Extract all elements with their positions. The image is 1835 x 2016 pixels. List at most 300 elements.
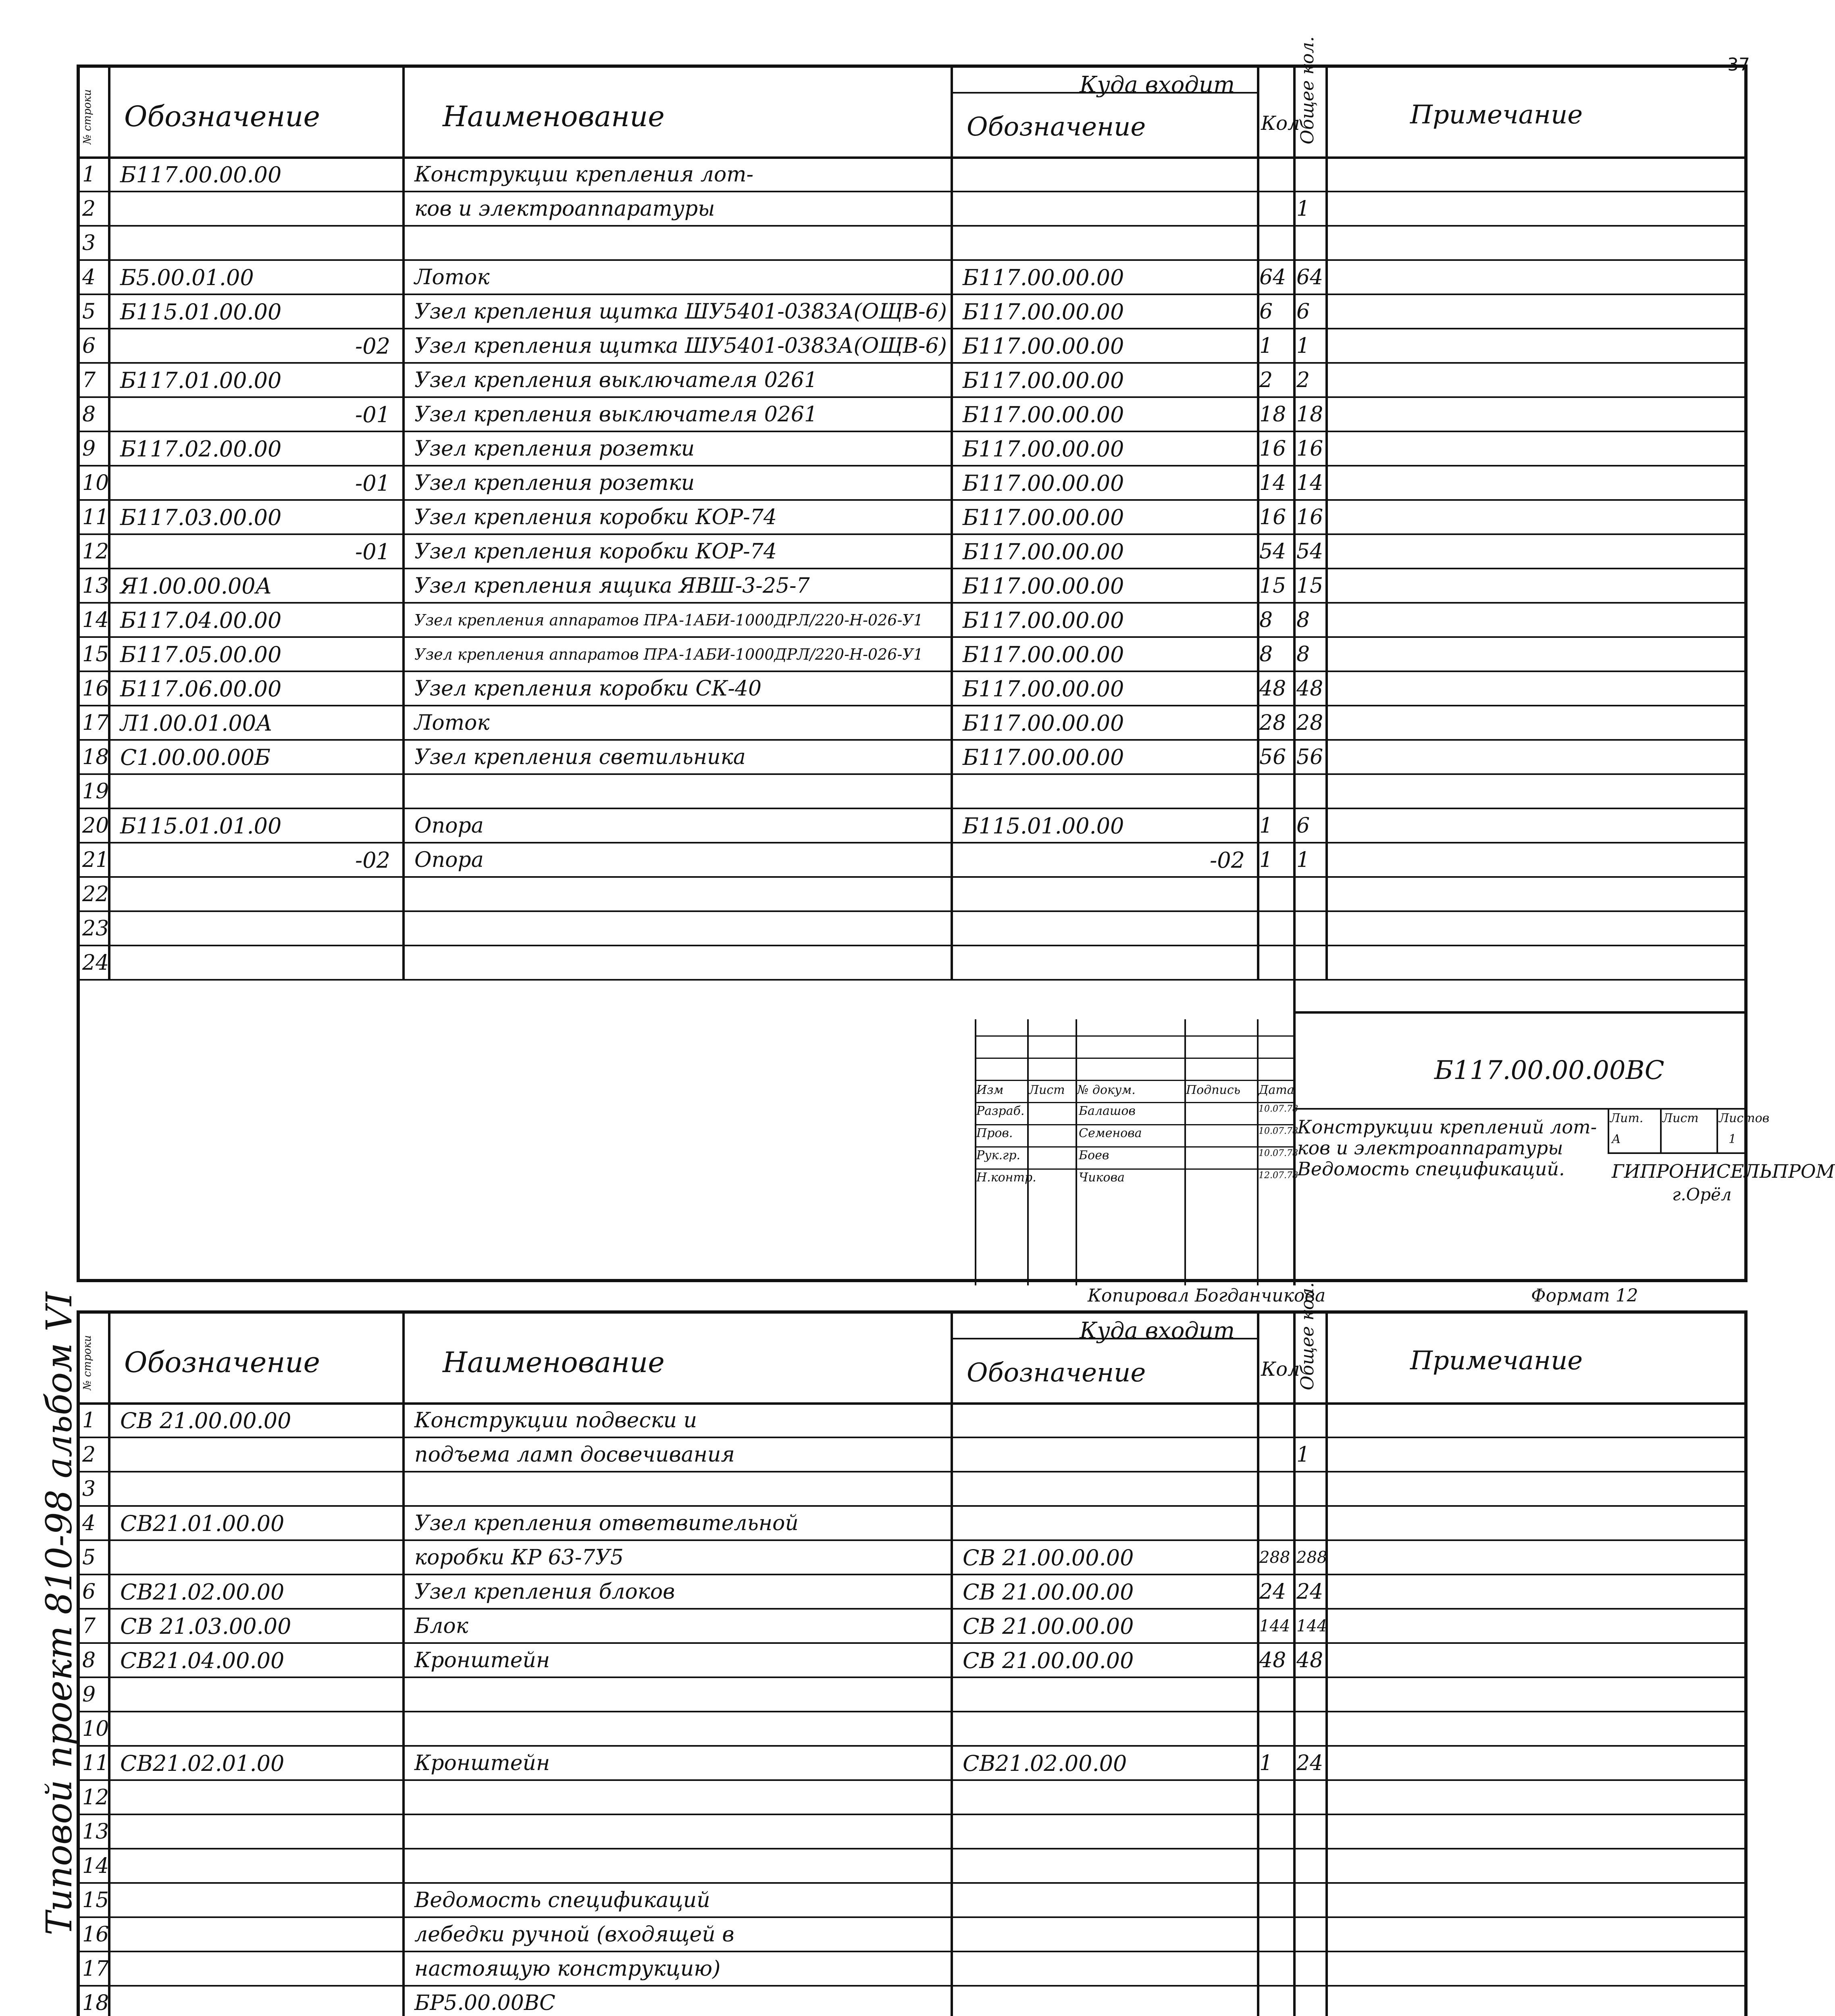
- row-where-designation: Б117.00.00.00: [963, 436, 1124, 462]
- row-divider: [80, 636, 1744, 638]
- row-where-designation: Б117.00.00.00: [963, 402, 1124, 427]
- row-number: 20: [82, 814, 109, 838]
- row-number: 10: [82, 1717, 109, 1741]
- row-number: 7: [82, 1614, 96, 1638]
- row-divider: [80, 533, 1744, 535]
- header-name: Наименование: [443, 1346, 665, 1379]
- row-qty: [1259, 1853, 1292, 1882]
- title-block-divider: [1293, 1011, 1744, 1014]
- row-name: [414, 1853, 947, 1882]
- row-where-designation: Б117.00.00.00: [963, 745, 1124, 770]
- row-name: Узел крепления блоков: [414, 1580, 675, 1604]
- row-qty: [1259, 196, 1292, 225]
- row-name: [414, 778, 947, 808]
- row-total-qty: 24: [1296, 1580, 1323, 1604]
- row-number: 3: [82, 231, 96, 255]
- row-designation: [120, 1476, 390, 1505]
- title-block-divider: [1293, 1108, 1744, 1110]
- row-name: [414, 1681, 947, 1711]
- row-number: 6: [82, 334, 96, 358]
- title-block-divider: [975, 1080, 1293, 1081]
- row-qty: [1259, 1990, 1292, 2016]
- row-name: Кронштейн: [414, 1751, 550, 1775]
- header-row-no: № строки: [81, 1335, 94, 1390]
- row-qty: 16: [1259, 505, 1286, 529]
- row-total-qty: [1296, 1921, 1324, 1951]
- title-block-header: № докум.: [1077, 1083, 1136, 1097]
- row-total-qty: 54: [1296, 539, 1323, 564]
- row-qty: 56: [1259, 745, 1286, 769]
- header-row-no: № строки: [81, 89, 94, 144]
- row-total-qty: 48: [1296, 677, 1323, 701]
- row-name: [414, 881, 947, 910]
- row-designation: [120, 1990, 390, 2016]
- row-designation: [120, 1853, 390, 1882]
- row-total-qty: [1296, 1784, 1324, 1814]
- row-where-designation: [963, 1921, 1245, 1951]
- row-where-designation: [963, 1441, 1245, 1471]
- title-block-header: Дата: [1259, 1083, 1294, 1097]
- row-number: 24: [82, 951, 109, 975]
- row-where-designation: [963, 950, 1245, 979]
- row-number: 13: [82, 574, 109, 598]
- row-name: Узел крепления щитка ШУ5401-0383А(ОЩВ-6): [414, 300, 947, 324]
- row-name: [414, 1716, 947, 1745]
- header-designation: Обозначение: [124, 100, 320, 133]
- row-name: [414, 950, 947, 979]
- row-designation: Б117.01.00.00: [120, 368, 282, 393]
- row-divider: [80, 499, 1744, 501]
- row-total-qty: [1296, 1818, 1324, 1848]
- row-total-qty: [1296, 1990, 1324, 2016]
- title-block-divider: [1660, 1108, 1662, 1152]
- header-note: Примечание: [1410, 100, 1583, 130]
- row-total-qty: 48: [1296, 1648, 1323, 1672]
- row-number: 14: [82, 608, 109, 632]
- header-qty: Кол: [1261, 112, 1300, 135]
- row-designation: Я1.00.00.00А: [120, 573, 272, 599]
- row-name: Блок: [414, 1614, 468, 1638]
- row-divider: [80, 568, 1744, 569]
- row-where-designation: Б117.00.00.00: [963, 471, 1124, 496]
- row-number: 2: [82, 197, 96, 221]
- row-divider: [80, 328, 1744, 329]
- row-total-qty: 24: [1296, 1751, 1323, 1775]
- row-number: 19: [82, 779, 109, 804]
- row-where-designation: [963, 1853, 1245, 1882]
- row-number: 2: [82, 1443, 96, 1467]
- row-total-qty: [1296, 915, 1324, 945]
- row-designation: С1.00.00.00Б: [120, 745, 270, 770]
- header-where-designation: Обозначение: [967, 112, 1146, 142]
- row-name: Опора: [414, 814, 484, 838]
- row-name: Конструкции подвески и: [414, 1408, 697, 1433]
- column-divider: [951, 1314, 953, 2016]
- row-total-qty: 56: [1296, 745, 1323, 769]
- row-where-designation: [963, 1716, 1245, 1745]
- title-block-header: Изм: [976, 1083, 1004, 1097]
- row-where-designation: Б117.00.00.00: [963, 265, 1124, 290]
- row-number: 18: [82, 1991, 109, 2015]
- row-designation: -01: [355, 471, 390, 496]
- row-total-qty: [1296, 1681, 1324, 1711]
- row-designation: Б117.05.00.00: [120, 642, 282, 667]
- row-number: 8: [82, 1648, 96, 1672]
- row-name: Узел крепления коробки КОР-74: [414, 505, 777, 529]
- row-designation: -01: [355, 539, 390, 564]
- column-divider: [1325, 1314, 1328, 2016]
- row-divider: [80, 1711, 1744, 1712]
- row-divider: [80, 671, 1744, 672]
- row-qty: [1259, 1510, 1292, 1539]
- row-total-qty: 6: [1296, 814, 1310, 838]
- header-total-qty: Общее кол.: [1297, 1282, 1318, 1390]
- row-number: 12: [82, 539, 109, 564]
- row-divider: [80, 294, 1744, 295]
- title-block-date: 10.07.78: [1259, 1126, 1298, 1136]
- row-qty: 1: [1259, 334, 1273, 358]
- row-where-designation: [963, 1818, 1245, 1848]
- row-designation: [120, 1956, 390, 1985]
- row-total-qty: 1: [1296, 848, 1310, 872]
- row-total-qty: 18: [1296, 402, 1323, 427]
- row-total-qty: 28: [1296, 711, 1323, 735]
- title-block-person: Балашов: [1079, 1104, 1136, 1118]
- row-divider: [80, 259, 1744, 261]
- title-block-divider: [1716, 1108, 1718, 1152]
- row-qty: 64: [1259, 265, 1286, 289]
- row-name: Лоток: [414, 711, 490, 735]
- title-block-header: Лист: [1029, 1083, 1065, 1097]
- row-total-qty: [1296, 1510, 1324, 1539]
- row-where-designation: Б117.00.00.00: [963, 676, 1124, 702]
- row-where-designation: [963, 161, 1245, 191]
- row-number: 11: [82, 1751, 109, 1775]
- row-number: 22: [82, 882, 109, 906]
- row-name: ков и электроаппаратуры: [414, 197, 715, 221]
- row-divider: [80, 1848, 1744, 1849]
- row-where-designation: [963, 230, 1245, 259]
- row-where-designation: СВ21.02.00.00: [963, 1751, 1127, 1776]
- row-where-designation: [963, 1990, 1245, 2016]
- column-divider: [1293, 1314, 1296, 2016]
- row-name: Ведомость спецификаций: [414, 1888, 710, 1912]
- row-name: [414, 915, 947, 945]
- row-qty: 24: [1259, 1580, 1286, 1604]
- row-name: Конструкции крепления лот-: [414, 162, 754, 187]
- title-block-date: 10.07.78: [1259, 1148, 1298, 1158]
- row-name: Лоток: [414, 265, 490, 289]
- row-where-designation: СВ 21.00.00.00: [963, 1648, 1134, 1673]
- row-where-designation: Б115.01.00.00: [963, 813, 1124, 839]
- row-where-designation: [963, 1510, 1245, 1539]
- row-divider: [80, 739, 1744, 741]
- row-qty: 2: [1259, 368, 1273, 392]
- row-divider: [80, 1916, 1744, 1918]
- row-qty: 54: [1259, 539, 1286, 564]
- row-designation: Б117.02.00.00: [120, 436, 282, 462]
- row-designation: СВ 21.03.00.00: [120, 1614, 291, 1639]
- row-qty: [1259, 1407, 1292, 1437]
- row-qty: 28: [1259, 711, 1286, 735]
- row-divider: [80, 1745, 1744, 1747]
- title-block-role: Рук.гр.: [976, 1148, 1020, 1162]
- title-block-person: Боев: [1079, 1148, 1109, 1162]
- row-number: 5: [82, 1545, 96, 1570]
- row-where-designation: Б117.00.00.00: [963, 368, 1124, 393]
- title-block-divider: [1608, 1108, 1609, 1152]
- row-divider: [80, 808, 1744, 809]
- lit-value: А: [1612, 1132, 1621, 1146]
- row-name: Узел крепления выключателя 0261: [414, 368, 818, 392]
- row-designation: СВ21.04.00.00: [120, 1648, 285, 1673]
- row-where-designation: [963, 915, 1245, 945]
- title-block-divider: [975, 1146, 1293, 1148]
- row-total-qty: 16: [1296, 437, 1323, 461]
- row-where-designation: [963, 196, 1245, 225]
- title-block-divider: [975, 1102, 1293, 1103]
- row-qty: [1259, 1956, 1292, 1985]
- row-where-designation: [963, 1956, 1245, 1985]
- row-number: 6: [82, 1580, 96, 1604]
- row-qty: [1259, 230, 1292, 259]
- row-name: Кронштейн: [414, 1648, 550, 1672]
- row-name: Узел крепления щитка ШУ5401-0383А(ОЩВ-6): [414, 334, 947, 358]
- row-total-qty: 2: [1296, 368, 1310, 392]
- row-total-qty: 288: [1296, 1548, 1327, 1567]
- row-designation: Б115.01.00.00: [120, 299, 282, 325]
- row-number: 17: [82, 711, 109, 735]
- row-number: 21: [82, 848, 109, 872]
- row-total-qty: [1296, 1716, 1324, 1745]
- title-block-header: Подпись: [1186, 1083, 1241, 1097]
- row-divider: [80, 1985, 1744, 1987]
- format-label: Формат 12: [1531, 1285, 1638, 1306]
- row-total-qty: 8: [1296, 608, 1310, 632]
- row-qty: [1259, 1921, 1292, 1951]
- row-qty: [1259, 1818, 1292, 1848]
- row-name: коробки КР 63-7У5: [414, 1545, 624, 1570]
- title-block-divider: [1608, 1152, 1744, 1154]
- row-name: настоящую конструкцию): [414, 1957, 721, 1981]
- row-name: [414, 1476, 947, 1505]
- row-qty: 6: [1259, 300, 1273, 324]
- row-designation: [120, 950, 390, 979]
- row-divider: [80, 1437, 1744, 1438]
- header-name: Наименование: [443, 100, 665, 133]
- row-where-designation: [963, 778, 1245, 808]
- row-number: 4: [82, 1511, 96, 1535]
- row-number: 3: [82, 1477, 96, 1501]
- row-designation: [120, 1441, 390, 1471]
- row-designation: [120, 230, 390, 259]
- row-designation: [120, 1921, 390, 1951]
- side-label: Типовой проект 810-98 альбом VI: [38, 1292, 80, 1935]
- row-designation: СВ21.02.01.00: [120, 1751, 285, 1776]
- row-qty: 1: [1259, 1751, 1273, 1775]
- row-designation: [120, 881, 390, 910]
- row-name: Узел крепления аппаратов ПРА-1АБИ-1000ДРЛ/220-Н-026-У1: [414, 646, 923, 663]
- column-divider: [402, 1314, 405, 2016]
- header-where-designation: Обозначение: [967, 1358, 1146, 1388]
- row-total-qty: 1: [1296, 1443, 1310, 1467]
- row-number: 7: [82, 368, 96, 392]
- row-total-qty: 16: [1296, 505, 1323, 529]
- row-name: лебедки ручной (входящей в: [414, 1922, 734, 1947]
- row-name: БР5.00.00ВС: [414, 1991, 555, 2015]
- row-designation: -01: [355, 402, 390, 427]
- row-divider: [80, 1882, 1744, 1884]
- title-block-divider: [975, 1124, 1293, 1125]
- title-block-role: Разраб.: [976, 1104, 1025, 1118]
- row-divider: [80, 431, 1744, 432]
- row-number: 11: [82, 505, 109, 529]
- row-name: Узел крепления розетки: [414, 471, 695, 495]
- row-name: подъема ламп досвечивания: [414, 1443, 735, 1467]
- row-designation: Б115.01.01.00: [120, 813, 282, 839]
- row-designation: [120, 196, 390, 225]
- header-divider: [80, 156, 1744, 159]
- row-divider: [80, 191, 1744, 192]
- row-divider: [80, 1677, 1744, 1678]
- title-block-person: Семенова: [1079, 1126, 1142, 1140]
- row-name: Опора: [414, 848, 484, 872]
- row-total-qty: 1: [1296, 197, 1310, 221]
- row-divider: [80, 1505, 1744, 1507]
- document-code: Б117.00.00.00ВС: [1434, 1056, 1664, 1085]
- row-designation: Б5.00.01.00: [120, 265, 254, 290]
- title-block-role: Пров.: [976, 1126, 1013, 1140]
- row-qty: 1: [1259, 814, 1273, 838]
- row-where-designation: [963, 1784, 1245, 1814]
- row-number: 1: [82, 1408, 96, 1433]
- row-divider: [80, 773, 1744, 775]
- row-qty: 8: [1259, 608, 1273, 632]
- page-number: 37: [1727, 54, 1750, 75]
- row-qty: [1259, 915, 1292, 945]
- row-total-qty: 8: [1296, 642, 1310, 666]
- row-where-designation: СВ 21.00.00.00: [963, 1579, 1134, 1605]
- row-qty: 48: [1259, 1648, 1286, 1672]
- row-number: 16: [82, 677, 109, 701]
- row-divider: [80, 1539, 1744, 1541]
- row-name: [414, 230, 947, 259]
- header-where-used: Куда входит: [1080, 1318, 1235, 1344]
- row-total-qty: 64: [1296, 265, 1323, 289]
- lit-label: Лит.: [1610, 1111, 1644, 1125]
- row-designation: [120, 1716, 390, 1745]
- row-name: Узел крепления розетки: [414, 437, 695, 461]
- header-qty: Кол: [1261, 1358, 1300, 1381]
- title-block-divider: [975, 1035, 1293, 1037]
- row-where-designation: [963, 881, 1245, 910]
- row-total-qty: 15: [1296, 574, 1323, 598]
- row-qty: [1259, 778, 1292, 808]
- sheets-value: 1: [1729, 1132, 1737, 1146]
- row-number: 8: [82, 402, 96, 427]
- row-where-designation: Б117.00.00.00: [963, 539, 1124, 564]
- row-divider: [80, 979, 1744, 981]
- row-number: 14: [82, 1854, 109, 1878]
- row-divider: [80, 1608, 1744, 1610]
- row-qty: [1259, 881, 1292, 910]
- row-where-designation: СВ 21.00.00.00: [963, 1545, 1134, 1570]
- row-name: [414, 1818, 947, 1848]
- row-where-designation: Б117.00.00.00: [963, 608, 1124, 633]
- row-total-qty: [1296, 230, 1324, 259]
- row-where-designation: [963, 1681, 1245, 1711]
- row-qty: [1259, 1476, 1292, 1505]
- row-designation: [120, 1887, 390, 1916]
- row-designation: СВ21.02.00.00: [120, 1579, 285, 1605]
- row-designation: -02: [355, 848, 390, 873]
- row-qty: 16: [1259, 437, 1286, 461]
- row-qty: 15: [1259, 574, 1286, 598]
- row-number: 13: [82, 1820, 109, 1844]
- row-designation: СВ 21.00.00.00: [120, 1408, 291, 1433]
- sheet-label: Лист: [1662, 1111, 1699, 1125]
- row-number: 9: [82, 1683, 96, 1707]
- row-designation: СВ21.01.00.00: [120, 1511, 285, 1536]
- row-where-designation: Б117.00.00.00: [963, 505, 1124, 530]
- row-qty: [1259, 1716, 1292, 1745]
- copied-by: Копировал Богданчикова: [1088, 1285, 1326, 1306]
- title-block-divider: [975, 1058, 1293, 1059]
- row-number: 9: [82, 437, 96, 461]
- row-divider: [80, 602, 1744, 604]
- row-qty: [1259, 1784, 1292, 1814]
- organization: ГИПРОНИСЕЛЬПРОМ: [1612, 1160, 1835, 1182]
- row-designation: Б117.06.00.00: [120, 676, 282, 702]
- document-title-line: Конструкции креплений лот-: [1297, 1116, 1597, 1138]
- row-where-designation: Б117.00.00.00: [963, 333, 1124, 359]
- row-total-qty: [1296, 1853, 1324, 1882]
- row-designation: [120, 1681, 390, 1711]
- row-total-qty: [1296, 161, 1324, 191]
- row-qty: [1259, 1887, 1292, 1916]
- row-name: Узел крепления светильника: [414, 745, 746, 769]
- header-where-used: Куда входит: [1080, 72, 1235, 98]
- row-designation: Б117.00.00.00: [120, 162, 282, 187]
- row-name: Узел крепления ответвительной: [414, 1511, 799, 1535]
- row-designation: [120, 1784, 390, 1814]
- title-block-divider: [1184, 1019, 1186, 1285]
- row-number: 5: [82, 300, 96, 324]
- row-total-qty: 14: [1296, 471, 1323, 495]
- header-divider: [80, 1402, 1744, 1405]
- row-total-qty: [1296, 1887, 1324, 1916]
- row-number: 4: [82, 265, 96, 289]
- row-name: Узел крепления ящика ЯВШ-3-25-7: [414, 574, 810, 598]
- row-divider: [80, 945, 1744, 946]
- row-divider: [80, 362, 1744, 364]
- row-total-qty: [1296, 950, 1324, 979]
- row-designation: [120, 915, 390, 945]
- row-designation: -02: [355, 333, 390, 359]
- row-divider: [80, 910, 1744, 912]
- row-where-designation: [963, 1407, 1245, 1437]
- row-name: Узел крепления коробки КОР-74: [414, 539, 777, 564]
- row-number: 17: [82, 1957, 109, 1981]
- row-where-designation: -02: [1210, 848, 1245, 873]
- sheets-label: Листов: [1719, 1111, 1770, 1125]
- row-divider: [80, 465, 1744, 467]
- row-designation: Л1.00.01.00А: [120, 710, 273, 736]
- row-qty: 288: [1259, 1548, 1290, 1567]
- row-where-designation: [963, 1887, 1245, 1916]
- title-block-divider: [1027, 1019, 1029, 1285]
- row-qty: 48: [1259, 677, 1286, 701]
